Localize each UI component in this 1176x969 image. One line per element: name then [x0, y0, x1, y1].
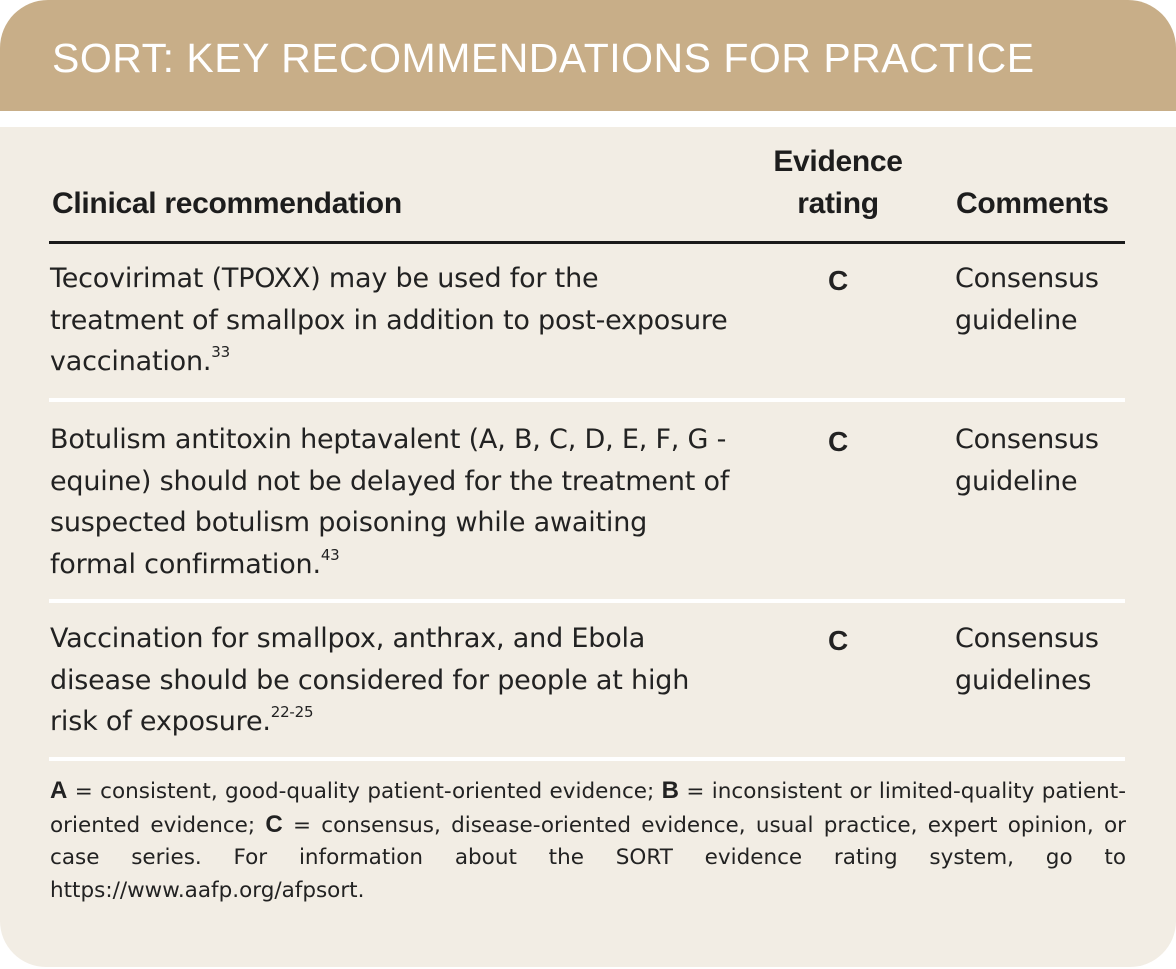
evidence-rating-footnote	[50, 775, 1126, 907]
table-row-3-comment	[955, 618, 1155, 701]
table-row-3-recommendation	[50, 618, 740, 743]
recommendation-text: Vaccination for smallpox, anthrax, and Ebola disease should be considered for people at high risk of exposure.	[50, 623, 690, 737]
reference-superscript: 33	[211, 343, 230, 361]
header-rule	[49, 241, 1125, 244]
column-header-evidence-rating	[760, 141, 916, 225]
footnote-end: .	[357, 877, 365, 903]
card-header	[0, 0, 1176, 111]
rating-a-label: A	[50, 777, 68, 804]
comment-line: guideline	[955, 304, 1078, 336]
comment-line: Consensus	[955, 623, 1099, 654]
comment-line: Consensus	[955, 263, 1099, 294]
column-header-clinical-recommendation: Clinical recommendation	[52, 187, 402, 220]
reference-superscript: 22-25	[270, 703, 314, 721]
column-header-evidence-line1: Evidence	[773, 145, 903, 178]
table-row-1-recommendation	[50, 258, 740, 383]
table-row-2-rating: C	[827, 426, 849, 457]
recommendation-text: Botulism antitoxin heptavalent (A, B, C, D, E, F, G - equine) should not be delayed for the treatment of suspected botulism poisoning while awaiting formal confirmation.	[50, 424, 730, 580]
comment-line: guidelines	[955, 664, 1092, 696]
table-row-2-recommendation	[50, 419, 740, 585]
row-separator	[49, 757, 1125, 761]
rating-b-text: = inconsistent or limited-quality patient-oriented evidence;	[50, 779, 1126, 838]
rating-c-text: = consensus, disease-oriented evidence, usual practice, expert opinion, or case series. For information about the SORT evidence rating system, go to	[50, 812, 1126, 870]
afpsort-link[interactable]: https://www.aafp.org/afpsort	[50, 877, 358, 903]
table-row-1-comment	[955, 258, 1155, 341]
table-row-3-rating: C	[827, 625, 849, 656]
rating-a-text: = consistent, good-quality patient-oriented evidence;	[67, 779, 662, 804]
comment-line: Consensus	[955, 424, 1099, 455]
column-header-evidence-line2: rating	[797, 187, 879, 220]
card-title: SORT: KEY RECOMMENDATIONS FOR PRACTICE	[52, 35, 1035, 81]
row-separator	[49, 398, 1125, 402]
reference-superscript: 43	[320, 545, 340, 564]
rating-b-label: B	[661, 777, 679, 804]
row-separator	[49, 599, 1125, 603]
column-header-comments: Comments	[956, 187, 1109, 220]
table-row-2-comment	[955, 419, 1155, 502]
rating-c-label: C	[265, 810, 283, 838]
recommendation-text: Tecovirimat (TPOXX) may be used for the treatment of smallpox in addition to post-exposure vaccination.	[50, 263, 728, 377]
recommendations-table	[0, 127, 1176, 967]
comment-line: guideline	[955, 465, 1078, 497]
table-row-1-rating: C	[827, 265, 849, 296]
